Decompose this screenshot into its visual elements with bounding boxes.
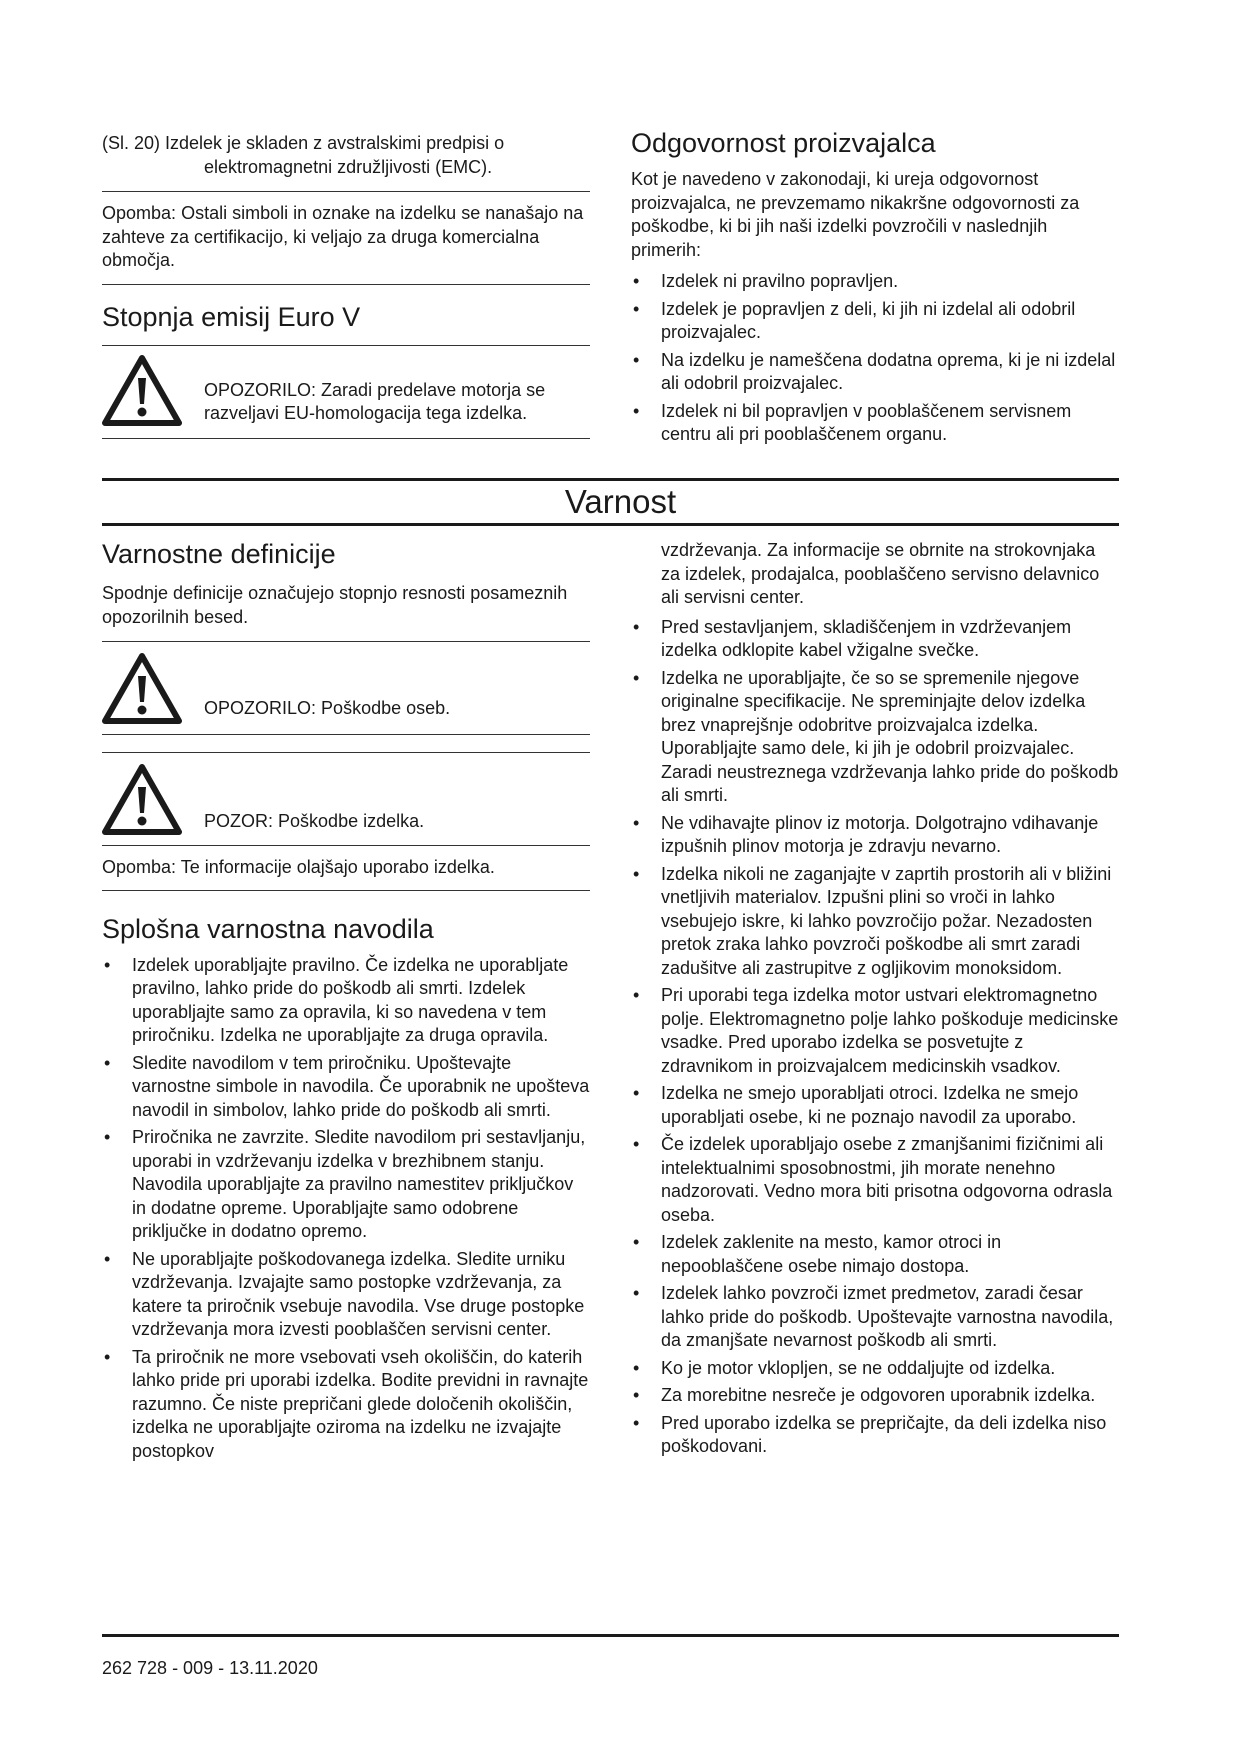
list-item [102, 1346, 590, 1464]
divider [102, 438, 590, 439]
bullet: • [633, 298, 640, 319]
list-item [631, 616, 1119, 663]
list-item [102, 1052, 590, 1123]
bullet: • [633, 667, 640, 688]
divider [102, 734, 590, 735]
general-safety-heading: Splošna varnostna navodila [102, 913, 434, 944]
divider [102, 845, 590, 846]
bullet: • [633, 1232, 640, 1252]
bullet: • [633, 985, 640, 1005]
euro-warning-text [204, 379, 592, 426]
list-item [102, 1126, 590, 1244]
list-item-text: Izdelek uporabljajte pravilno. Če izdelka ne uporabljate pravilno, lahko pride do poškodb ali smrti. Izdelek uporabljajte samo za opravila, ki so navedena v tem priročniku. Izdelka ne uporabljajte za druga opravila. [132, 954, 569, 1045]
bullet: • [633, 1385, 640, 1405]
list-item-text: Izdelek ni bil popravljen v pooblaščenem servisnem centru ali pri pooblaščenem organu. [661, 400, 1072, 444]
list-item [631, 1082, 1119, 1129]
footer-rule [102, 1634, 1119, 1637]
list-item [102, 1248, 590, 1342]
list-item-text: Ta priročnik ne more vsebovati vseh okoliščin, do katerih lahko pride pri uporabi izdelka. Bodite previdni in ravnajte razumno. Če niste prepričani glede določenih okoliščin, izdelka ne uporabljajte oziroma na izdelku ne izvajajte postopkov [132, 1346, 589, 1461]
right-top-column [631, 127, 1119, 451]
caution-body: Poškodbe izdelka. [278, 811, 425, 831]
note [102, 202, 590, 273]
caution-label: POZOR: [204, 811, 274, 831]
list-item-text: Izdelka ne uporabljajte, če so se spremenile njegove originalne specifikacije. Ne spreminjajte delov izdelka brez vnaprejšnje odobritve proizvajalca izdelka. Uporabljajte samo dele, ki jih je odobril proizvajalec. Zaradi neustreznega vzdrževanja lahko pride do poškodb ali smrti. [661, 667, 1119, 805]
list-item [631, 812, 1119, 859]
bullet: • [104, 954, 111, 975]
bullet: • [104, 1248, 111, 1269]
list-item [631, 1357, 1119, 1381]
list-item-text: Na izdelku je nameščena dodatna oprema, ki je ni izdelal ali odobril proizvajalec. [661, 349, 1116, 393]
safety-list-continued [631, 616, 1119, 1459]
list-item-text: Pri uporabi tega izdelka motor ustvari elektromagnetno polje. Elektromagnetno polje lahko poškoduje medicinske vsadke. Pred uporabo izdelka se posvetujte z zdravnikom in proizvajalcem medicinskih vsadkov. [661, 985, 1119, 1076]
list-item [631, 400, 1119, 447]
bullet: • [104, 1052, 111, 1073]
warning-triangle-icon [102, 763, 182, 835]
list-item-text: Izdelek je popravljen z deli, ki jih ni izdelal ali odobril proizvajalec. [661, 298, 1076, 342]
list-item [631, 984, 1119, 1078]
bullet: • [633, 812, 640, 833]
list-item-text: Če izdelek uporabljajo osebe z zmanjšanimi fizičnimi ali intelektualnimi sposobnostmi, jih morate nenehno nadzorovati. Vedno mora biti prisotna odgovorna odrasla oseba. [661, 1134, 1113, 1225]
list-item [102, 954, 590, 1048]
bullet: • [633, 1357, 640, 1378]
note [102, 856, 590, 880]
warning-body: Poškodbe oseb. [321, 698, 451, 718]
list-item [631, 298, 1119, 345]
list-item-text: Priročnika ne zavrzite. Sledite navodilom pri sestavljanju, uporabi in vzdrževanju izdelka v brezhibnem stanju. Navodila uporabljajte za pravilno namestitev priključkov in dodatne opreme. Uporabljajte samo odobrene priključke in dodatno opremo. [132, 1127, 586, 1241]
list-item [631, 1384, 1119, 1408]
figure-caption-line2: elektromagnetni združljivosti (EMC). [204, 156, 493, 177]
continuation-text: vzdrževanja. Za informacije se obrnite na strokovnjaka za izdelek, prodajalca, pooblaščeno servisno delavnico ali servisni center. [661, 540, 1100, 607]
left-bottom-column [102, 538, 590, 1467]
warning-definition-text [204, 697, 592, 721]
list-item-text: Ne uporabljajte poškodovanega izdelka. Sledite urniku vzdrževanja. Izvajajte samo postopke vzdrževanja, za katere ta priročnik vsebuje navodila. Vse druge postopke vzdrževanja mora izvesti pooblaščen servisni center. [132, 1248, 585, 1339]
bullet: • [633, 349, 640, 370]
warning-triangle-icon [102, 652, 182, 724]
bullet: • [104, 1346, 111, 1367]
list-item-text: Za morebitne nesreče je odgovoren uporabnik izdelka. [661, 1385, 1096, 1405]
euro-heading: Stopnja emisij Euro V [102, 301, 361, 332]
list-item [631, 349, 1119, 396]
caution-definition [102, 753, 590, 845]
list-item [631, 1133, 1119, 1227]
list-item-text: Pred sestavljanjem, skladiščenjem in vzdrževanjem izdelka odklopite kabel vžigalne svečke. [661, 616, 1072, 660]
list-item [631, 863, 1119, 981]
note-text: Te informacije olajšajo uporabo izdelka. [180, 857, 495, 877]
warning-triangle-icon [102, 354, 182, 426]
bullet: • [633, 1134, 640, 1154]
list-item-text: Pred uporabo izdelka se prepričajte, da deli izdelka niso poškodovani. [661, 1412, 1107, 1456]
note-label: Opomba: [102, 857, 177, 877]
list-item-text: Ko je motor vklopljen, se ne oddaljujte od izdelka. [661, 1357, 1056, 1378]
bullet: • [633, 863, 640, 884]
list-item-text: Sledite navodilom v tem priročniku. Upoštevajte varnostne simbole in navodila. Če uporabnik ne upošteva navodil in simbolov, lahko pride do poškodb ali smrti. [132, 1052, 590, 1120]
left-top-column [102, 132, 590, 439]
bullet: • [104, 1127, 111, 1147]
list-item [631, 270, 1119, 294]
note-text: Ostali simboli in oznake na izdelku se nanašajo na zahteve za certifikacijo, ki veljajo za druga komercialna območja. [102, 203, 584, 270]
warning-label: OPOZORILO: [204, 698, 317, 718]
safety-definitions-heading: Varnostne definicije [102, 539, 336, 569]
list-item [631, 667, 1119, 808]
caution-definition-text [204, 810, 592, 834]
bullet: • [633, 1083, 640, 1103]
note-label: Opomba: [102, 203, 177, 223]
manufacturer-liability-heading: Odgovornost proizvajalca [631, 128, 936, 158]
warning-definition [102, 642, 590, 734]
euro-warning [102, 346, 590, 438]
section-rule-bottom [102, 523, 1119, 526]
general-safety-list [102, 954, 590, 1464]
list-item [631, 1231, 1119, 1278]
bullet: • [633, 616, 640, 637]
list-item-text: Izdelek lahko povzroči izmet predmetov, zaradi česar lahko pride do poškodb. Upoštevajte varnostna navodila, da zmanjšate nevarnost poškodb ali smrti. [661, 1283, 1114, 1350]
definitions-intro: Spodnje definicije označujejo stopnjo resnosti posameznih opozorilnih besed. [102, 583, 568, 627]
divider [102, 890, 590, 891]
divider [102, 284, 590, 285]
liability-list [631, 270, 1119, 447]
section-rule-top [102, 478, 1119, 481]
list-item [631, 1282, 1119, 1353]
liability-intro: Kot je navedeno v zakonodaji, ki ureja odgovornost proizvajalca, ne prevzemamo nikakršne odgovornosti za poškodbe, ki bi jih naši izdelki povzročili v naslednjih primerih: [631, 169, 1080, 260]
bullet: • [633, 271, 640, 291]
warning-label: OPOZORILO: [204, 379, 317, 400]
figure-caption-line1: (Sl. 20) Izdelek je skladen z avstralskimi predpisi o [102, 133, 505, 153]
list-item-text: Izdelek zaklenite na mesto, kamor otroci in nepooblaščene osebe nimajo dostopa. [661, 1232, 1002, 1276]
bullet: • [633, 1283, 640, 1303]
section-title: Varnost [564, 483, 677, 520]
list-item-text: Izdelek ni pravilno popravljen. [661, 271, 899, 291]
list-item-text: Izdelka ne smejo uporabljati otroci. Izdelka ne smejo uporabljati osebe, ki ne poznajo navodil za uporabo. [661, 1083, 1079, 1127]
list-item-text: Ne vdihavajte plinov iz motorja. Dolgotrajno vdihavanje izpušnih plinov motorja je zdravju nevarno. [661, 812, 1099, 856]
right-bottom-column [631, 539, 1119, 1463]
list-item-text: Izdelka nikoli ne zaganjajte v zaprtih prostorih ali v bližini vnetljivih materialov. Izpušni plini so vroči in lahko vsebujejo iskre, ki lahko povzročijo požar. Nezadosten pretok zraka lahko povzroči poškodbe ali smrt zaradi zadušitve ali zastrupitve z ogljikovim monoksidom. [661, 863, 1112, 978]
divider [102, 191, 590, 192]
bullet: • [633, 400, 640, 421]
list-item [631, 1412, 1119, 1459]
document-id: 262 728 - 009 - 13.11.2020 [102, 1658, 318, 1678]
bullet: • [633, 1412, 640, 1433]
figure-caption [102, 132, 590, 179]
warning-body: Zaradi predelave motorja se razveljavi EU-homologacija tega izdelka. [204, 379, 546, 423]
